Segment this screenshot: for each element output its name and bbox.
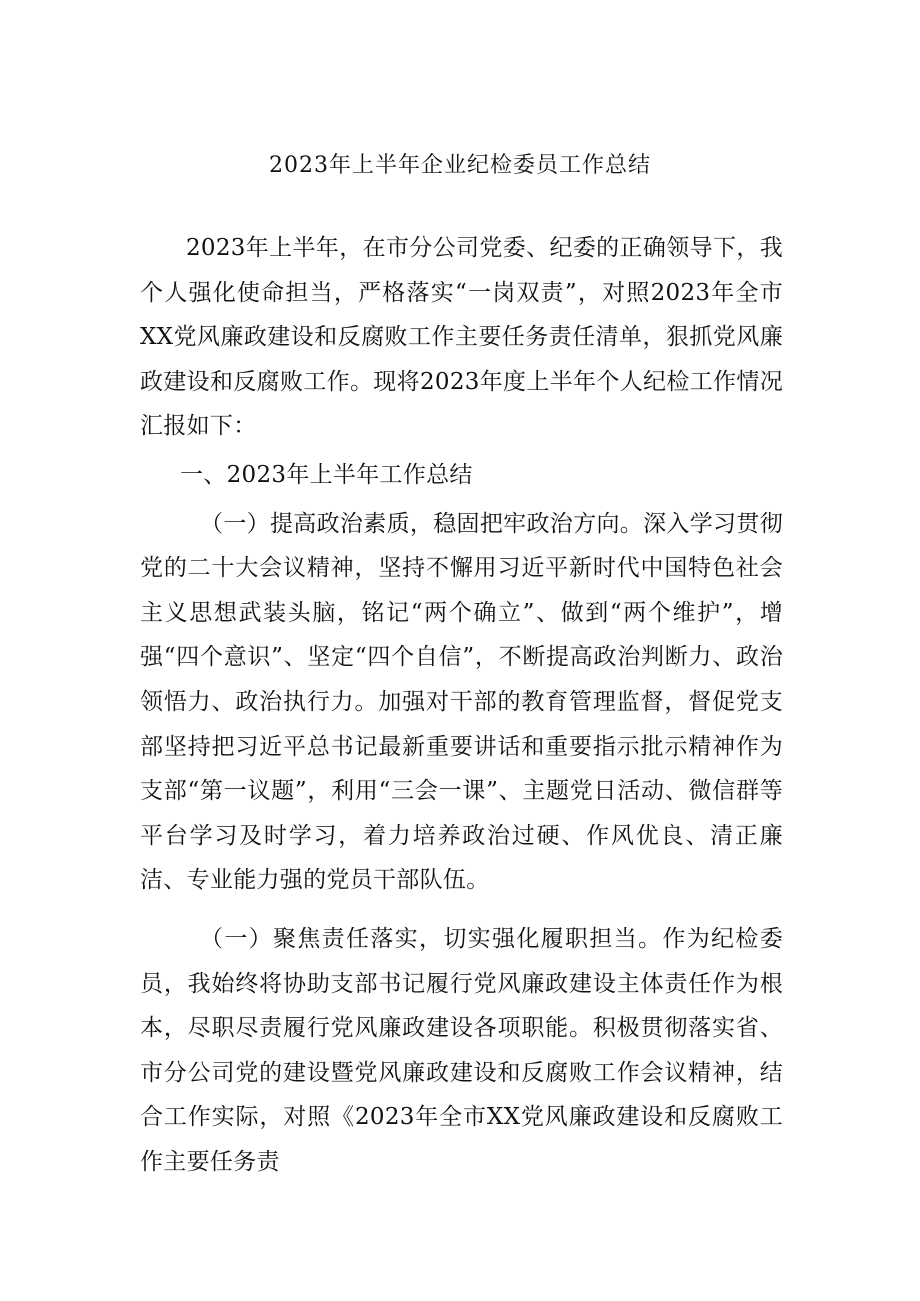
- document-title: 2023年上半年企业纪检委员工作总结: [269, 153, 651, 178]
- intro-paragraph: 2023年上半年，在市分公司党委、纪委的正确领导下，我个人强化使命担当，严格落实“一岗双责”，对照2023年全市XX党风廉政建设和反腐败工作主要任务责任清单，狠抓党风廉政建设和反腐败工作。现将2023年度上半年个人纪检工作情况汇报如下：: [140, 235, 783, 440]
- section-heading: 一、2023年上半年工作总结: [180, 461, 473, 488]
- political-quality-paragraph: （一）提高政治素质，稳固把牢政治方向。深入学习贯彻党的二十大会议精神，坚持不懈用习近平新时代中国特色社会主义思想武装头脑，铭记“两个确立”、做到“两个维护”，增强“四个意识”、坚定“四个自信”，不断提高政治判断力、政治领悟力、政治执行力。加强对干部的教育管理监督，督促党支部坚持把习近平总书记最新重要讲话和重要指示批示精神作为支部“第一议题”，利用“三会一课”、主题党日活动、微信群等平台学习及时学习，着力培养政治过硬、作风优良、清正廉洁、专业能力强的党员干部队伍。: [140, 510, 783, 894]
- document-body: [140, 226, 783, 1184]
- responsibility-paragraph: （一）聚焦责任落实，切实强化履职担当。作为纪检委员，我始终将协助支部书记履行党风廉政建设主体责任作为根本，尽职尽责履行党风廉政建设各项职能。积极贯彻落实省、市分公司党的建设暨党风廉政建设和反腐败工作会议精神，结合工作实际，对照《2023年全市XX党风廉政建设和反腐败工作主要任务责: [140, 925, 783, 1175]
